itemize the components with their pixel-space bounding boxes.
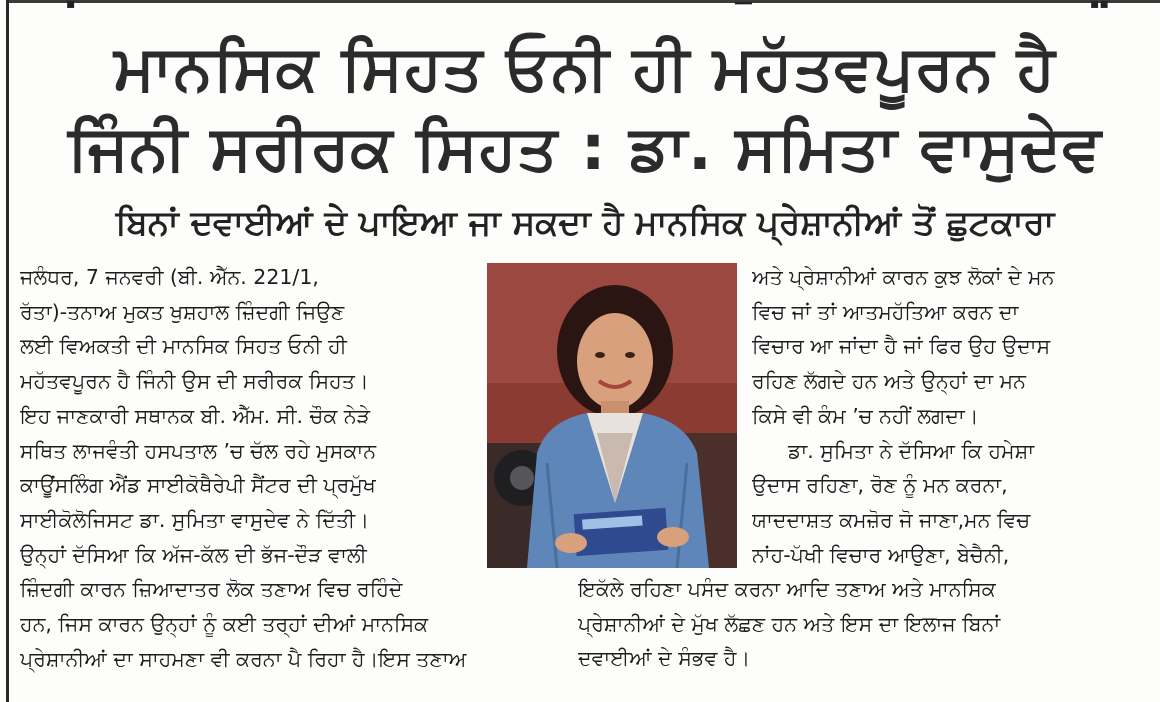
article-line: ਜਲੰਧਰ, 7 ਜਨਵਰੀ (ਬੀ. ਐੱਨ. 221/1, (20, 265, 319, 289)
article-line: ਪ੍ਰੇਸ਼ਾਨੀਆਂ ਦੇ ਮੁੱਖ ਲੱਛਣ ਹਨ ਅਤੇ ਇਸ ਦਾ ਇਲਾਜ ਬਿਨਾਂ (578, 611, 1001, 636)
cut-off-text-mark: ▪▪ (1090, 0, 1109, 12)
article-line: ਲਈ ਵਿਅਕਤੀ ਦੀ ਮਾਨਸਿਕ ਸਿਹਤ ਓਨੀ ਹੀ (20, 334, 347, 359)
headline-line-1: ਮਾਨਸਿਕ ਸਿਹਤ ਓਨੀ ਹੀ ਮਹੱਤਵਪੂਰਨ ਹੈ (114, 31, 1056, 104)
article-line: ਇਕੱਲੇ ਰਹਿਣਾ ਪਸੰਦ ਕਰਨਾ ਆਦਿ ਤਣਾਅ ਅਤੇ ਮਾਨਸਿਕ (578, 577, 996, 601)
article-line: ਅਤੇ ਪ੍ਰੇਸ਼ਾਨੀਆਂ ਕਾਰਨ ਕੁਝ ਲੋਕਾਂ ਦੇ ਮਨ (752, 265, 1055, 289)
left-column-rule (6, 0, 9, 702)
article-line: ਵਿਚ ਜਾਂ ਤਾਂ ਆਤਮਹੱਤਿਆ ਕਰਨ ਦਾ (752, 299, 1019, 324)
article-line: ਡਾ. ਸੁਮਿਤਾ ਨੇ ਦੱਸਿਆ ਕਿ ਹਮੇਸ਼ਾ (788, 438, 1035, 463)
top-rule (6, 0, 1160, 3)
headline-line-2: ਜਿੰਨੀ ਸਰੀਰਕ ਸਿਹਤ : ਡਾ. ਸਮਿਤਾ ਵਾਸੁਦੇਵ (67, 111, 1103, 184)
article-line: ਹਨ, ਜਿਸ ਕਾਰਨ ਉਨ੍ਹਾਂ ਨੂੰ ਕਈ ਤਰ੍ਹਾਂ ਦੀਆਂ ਮਾਨਸਿਕ (20, 612, 429, 637)
article-line: ਯਾਦਦਾਸ਼ਤ ਕਮਜ਼ੋਰ ਜੋ ਜਾਣਾ,ਮਨ ਵਿਚ (752, 507, 1031, 532)
article-line: ਉਦਾਸ ਰਹਿਣਾ, ਰੋਣ ਨੂੰ ਮਨ ਕਰਨਾ, (752, 473, 1008, 498)
article-line: ਮਹੱਤਵਪੂਰਨ ਹੈ ਜਿੰਨੀ ਉਸ ਦੀ ਸਰੀਰਕ ਸਿਹਤ। (20, 369, 369, 394)
article-line: ਰੱਤਾ)-ਤਨਾਅ ਮੁਕਤ ਖੁਸ਼ਹਾਲ ਜ਼ਿੰਦਗੀ ਜਿਉਣ (20, 299, 345, 324)
subheadline: ਬਿਨਾਂ ਦਵਾਈਆਂ ਦੇ ਪਾਇਆ ਜਾ ਸਕਦਾ ਹੈ ਮਾਨਸਿਕ ਪ੍ਰੇਸ਼ਾਨੀਆਂ ਤੋਂ ਛੁਟਕਾਰਾ (115, 203, 1055, 243)
article-line: ਉਨ੍ਹਾਂ ਦੱਸਿਆ ਕਿ ਅੱਜ-ਕੱਲ ਦੀ ਭੱਜ-ਦੌੜ ਵਾਲੀ (20, 542, 367, 567)
article-line: ਕਾਊਂਸਲਿੰਗ ਐਂਡ ਸਾਈਕੋਥੈਰੇਪੀ ਸੈਂਟਰ ਦੀ ਪ੍ਰਮੁੱਖ (20, 473, 376, 498)
cut-off-text-mark: ━━ (735, 0, 752, 12)
article-bottom-right (578, 572, 1148, 676)
article-line: ਰਹਿਣ ਲੱਗਦੇ ਹਨ ਅਤੇ ਉਨ੍ਹਾਂ ਦਾ ਮਨ (752, 369, 1026, 394)
article-left-column (20, 260, 475, 676)
article-line: ਕਿਸੇ ਵੀ ਕੰਮ ’ਚ ਨਹੀਂ ਲਗਦਾ। (752, 403, 979, 428)
article-line: ਜ਼ਿੰਦਗੀ ਕਾਰਨ ਜ਼ਿਆਦਾਤਰ ਲੋਕ ਤਣਾਅ ਵਿਚ ਰਹਿੰਦੇ (20, 577, 403, 602)
doctor-portrait-illustration (487, 263, 737, 568)
article-line: ਨਾਂਹ-ਪੱਖੀ ਵਿਚਾਰ ਆਉਣਾ, ਬੇਚੈਨੀ, (752, 542, 1010, 567)
article-line: ਇਹ ਜਾਣਕਾਰੀ ਸਥਾਨਕ ਬੀ. ਐੱਮ. ਸੀ. ਚੌਕ ਨੇੜੇ (20, 403, 371, 428)
article-line: ਪ੍ਰੇਸ਼ਾਨੀਆਂ ਦਾ ਸਾਹਮਣਾ ਵੀ ਕਰਨਾ ਪੈ ਰਿਹਾ ਹੈ।ਇਸ ਤਣਾਅ (20, 646, 467, 671)
article-right-column (752, 260, 1147, 572)
doctor-photo (487, 263, 737, 568)
article-line: ਦਵਾਈਆਂ ਦੇ ਸੰਭਵ ਹੈ। (578, 646, 751, 671)
article-line: ਵਿਚਾਰ ਆ ਜਾਂਦਾ ਹੈ ਜਾਂ ਫਿਰ ਉਹ ਉਦਾਸ (752, 334, 1051, 359)
article-line: ਸਾਈਕੋਲੋਜਿਸਟ ਡਾ. ਸੁਮਿਤਾ ਵਾਸੁਦੇਵ ਨੇ ਦਿੱਤੀ। (20, 507, 370, 532)
cut-off-text-mark: ▪ (66, 0, 76, 12)
article-line: ਸਥਿਤ ਲਾਜਵੰਤੀ ਹਸਪਤਾਲ ’ਚ ਚੱਲ ਰਹੇ ਮੁਸਕਾਨ (20, 438, 377, 463)
